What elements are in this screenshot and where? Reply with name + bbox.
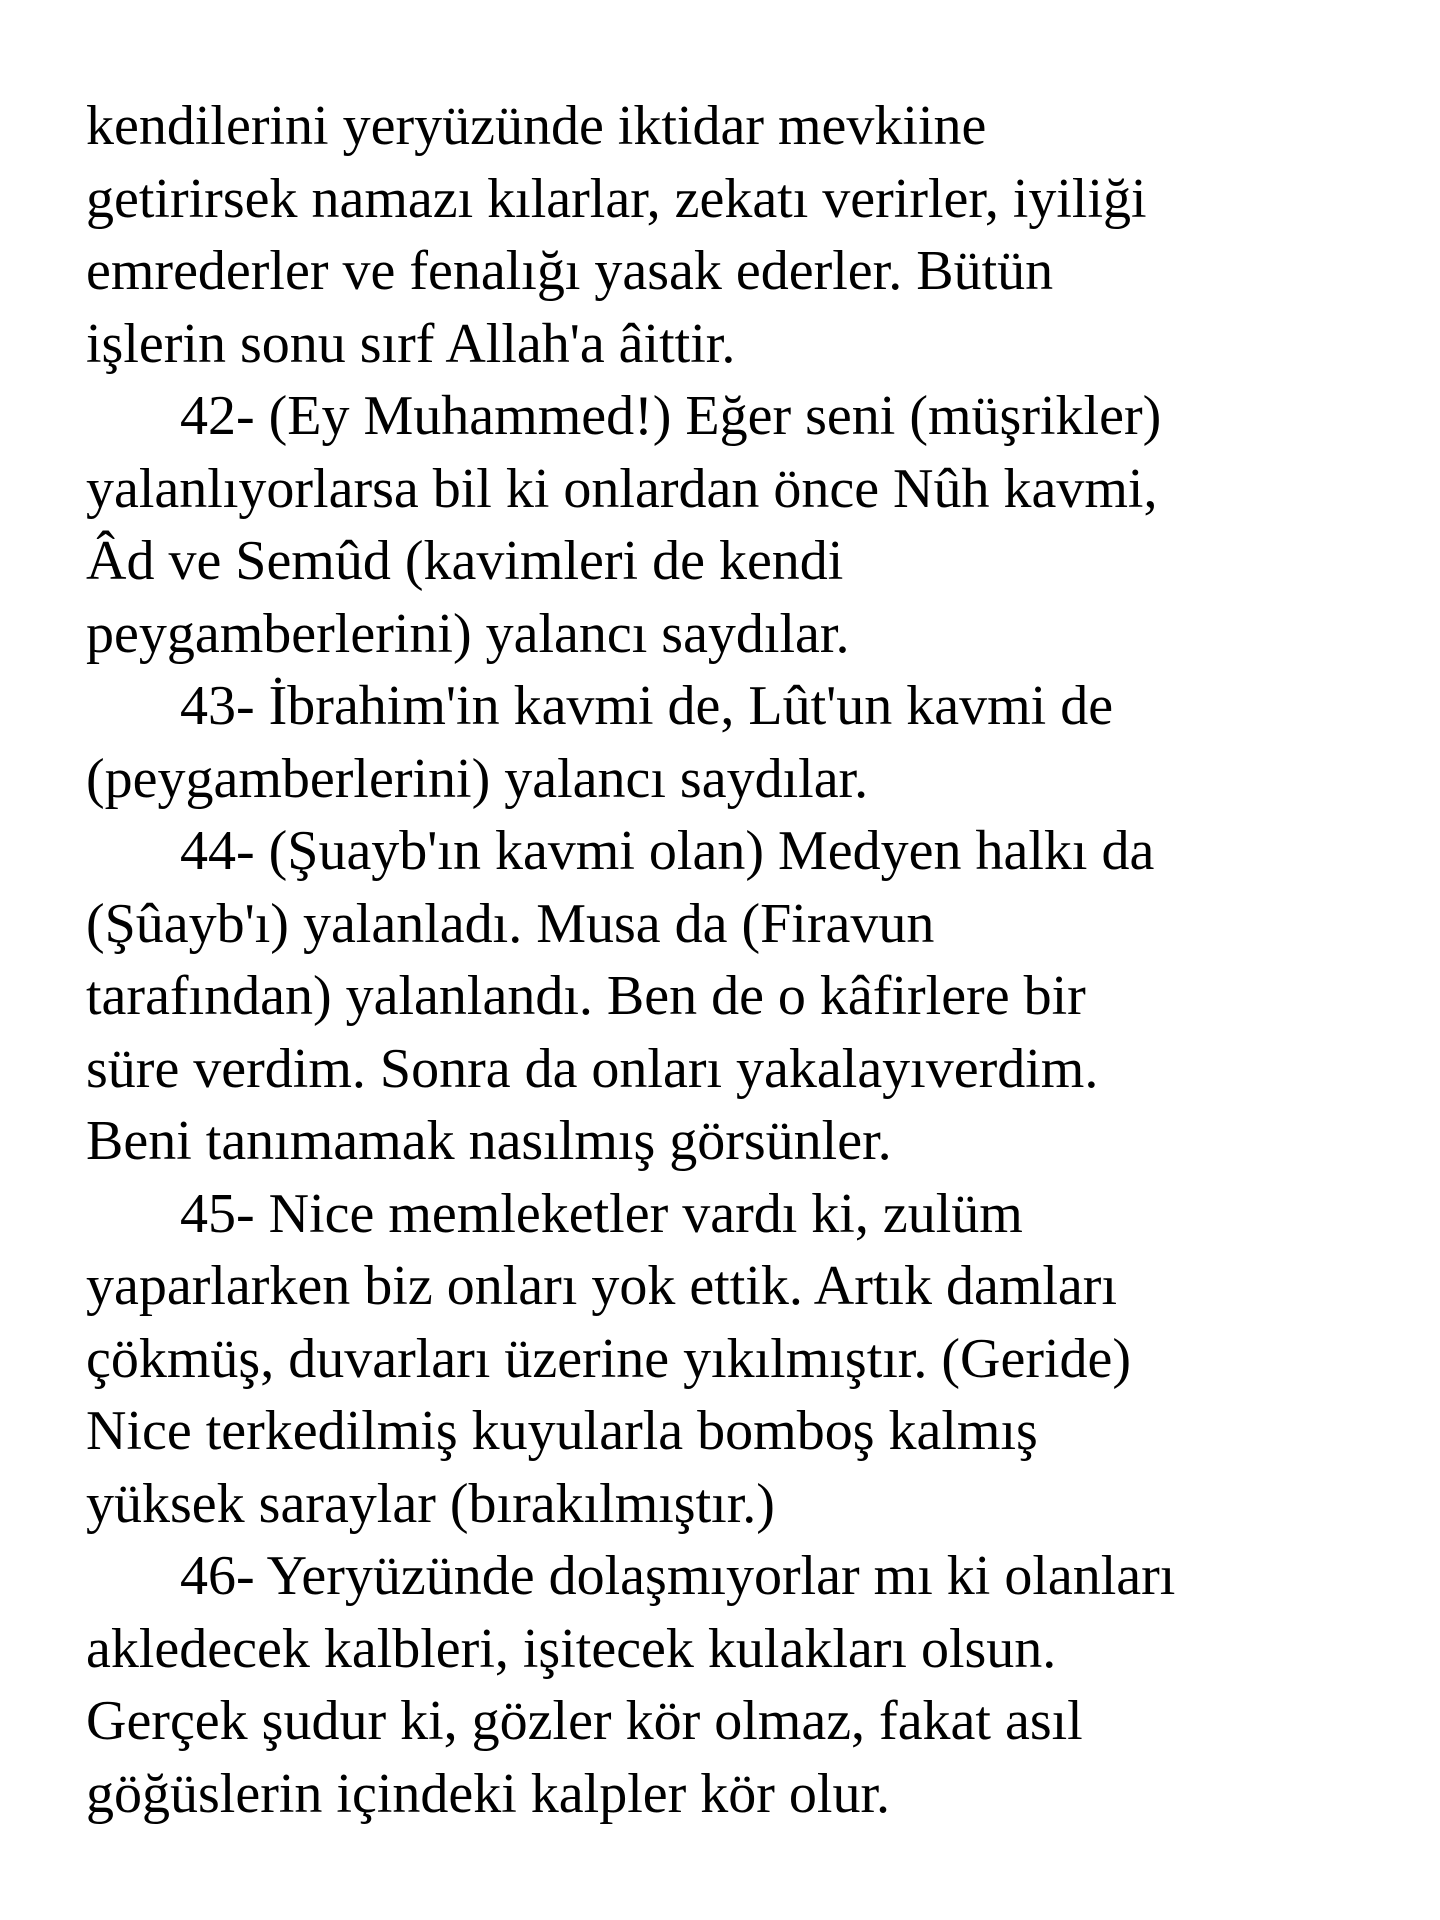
text-line: (peygamberlerini) yalancı saydılar. (86, 747, 869, 810)
verse-44-start: 44- (Şuayb'ın kavmi olan) Medyen halkı da (180, 820, 1155, 882)
text-line: tarafından) yalanlandı. Ben de o kâfirlere bir (86, 965, 1086, 1027)
document-page (86, 90, 1386, 1830)
text-line: (Şûayb'ı) yalanladı. Musa da (Firavun (86, 892, 935, 955)
verse-45-start: 45- Nice memleketler vardı ki, zulüm (180, 1182, 1023, 1245)
text-line: yüksek saraylar (bırakılmıştır.) (86, 1472, 775, 1535)
text-line: akledecek kalbleri, işitecek kulakları olsun. (86, 1617, 1057, 1680)
text-line: peygamberlerini) yalancı saydılar. (86, 602, 850, 665)
text-line: emrederler ve fenalığı yasak ederler. Bütün (86, 240, 1054, 302)
verse-43-start: 43- İbrahim'in kavmi de, Lût'un kavmi de (180, 675, 1114, 737)
text-line: getirirsek namazı kılarlar, zekatı verirler, iyiliği (86, 167, 1147, 230)
text-line: çökmüş, duvarları üzerine yıkılmıştır. (Geride) (86, 1327, 1132, 1390)
text-line: Gerçek şudur ki, gözler kör olmaz, fakat asıl (86, 1690, 1083, 1752)
text-line: göğüslerin içindeki kalpler kör olur. (86, 1762, 891, 1825)
text-line: kendilerini yeryüzünde iktidar mevkiine (86, 95, 987, 157)
text-line: süre verdim. Sonra da onları yakalayıverdim. (86, 1037, 1099, 1100)
text-line: Nice terkedilmiş kuyularla bomboş kalmış (86, 1400, 1038, 1462)
verse-42-start: 42- (Ey Muhammed!) Eğer seni (müşrikler) (180, 385, 1162, 447)
verse-46-start: 46- Yeryüzünde dolaşmıyorlar mı ki olanları (180, 1545, 1176, 1607)
text-line: Beni tanımamak nasılmış görsünler. (86, 1110, 892, 1172)
text-line: yalanlıyorlarsa bil ki onlardan önce Nûh kavmi, (86, 457, 1158, 520)
text-line: yaparlarken biz onları yok ettik. Artık damları (86, 1255, 1117, 1317)
text-line: işlerin sonu sırf Allah'a âittir. (86, 312, 736, 375)
text-line: Âd ve Semûd (kavimleri de kendi (86, 530, 844, 592)
